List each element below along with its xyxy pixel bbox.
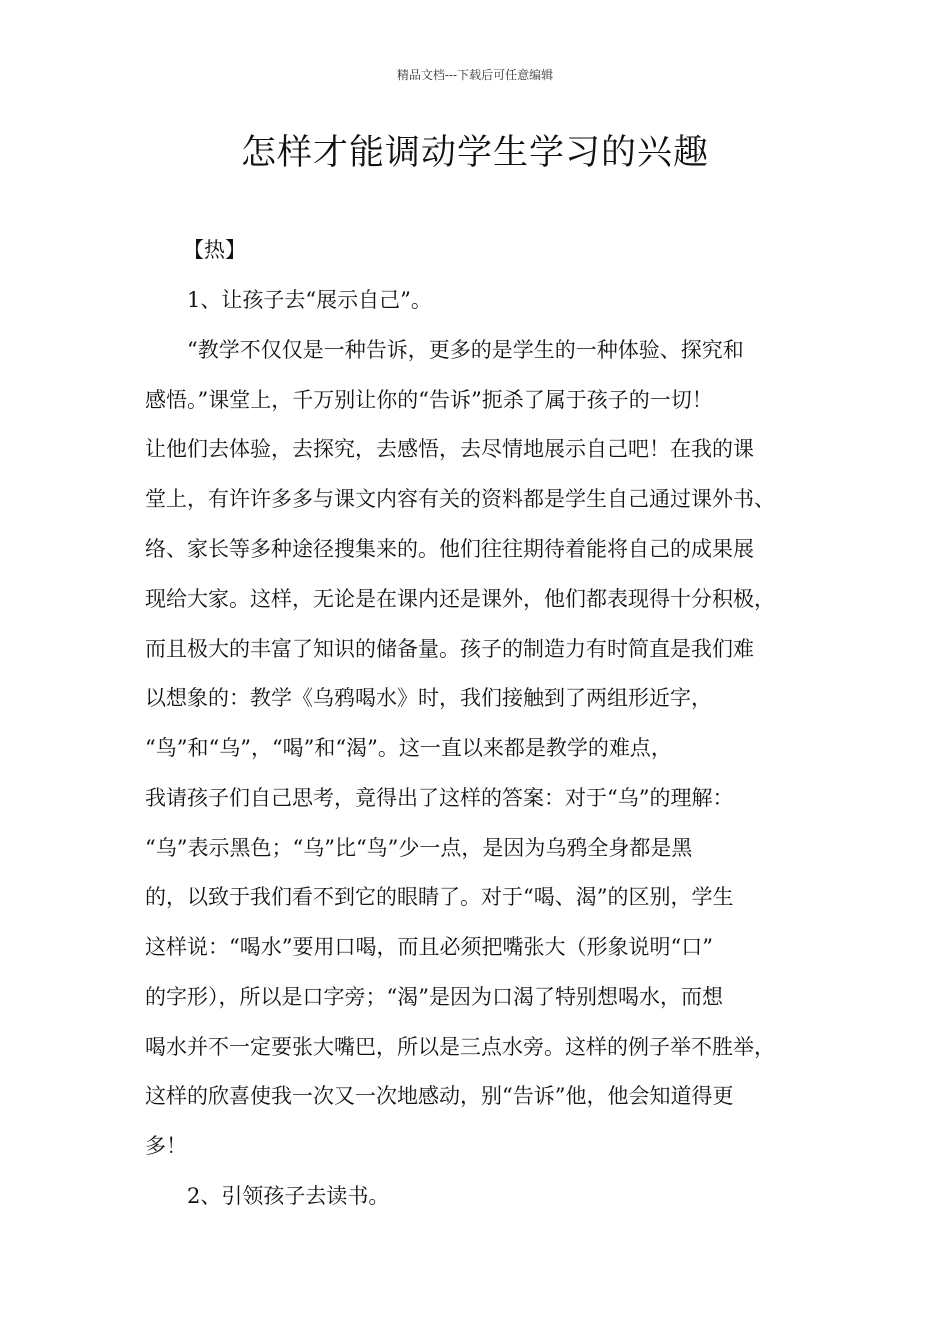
paragraph-line: 而且极大的丰富了知识的储备量。孩子的制造力有时简直是我们难 bbox=[145, 637, 754, 661]
page-header: 精品文档---下载后可任意编辑 bbox=[396, 68, 554, 82]
section-tag: 【热】 bbox=[183, 238, 246, 262]
paragraph-line: 现给大家。这样，无论是在课内还是课外，他们都表现得十分积极， bbox=[145, 587, 775, 611]
document-title: 怎样才能调动学生学习的兴趣 bbox=[240, 133, 709, 173]
paragraph-line: “鸟”和“乌”，“喝”和“渴”。这一直以来都是教学的难点， bbox=[145, 736, 672, 760]
paragraph-line: 我请孩子们自己思考，竟得出了这样的答案：对于“乌”的理解： bbox=[145, 786, 734, 810]
paragraph-line: 络、家长等多种途径搜集来的。他们往往期待着能将自己的成果展 bbox=[145, 537, 754, 561]
paragraph-line: 堂上，有许许多多与课文内容有关的资料都是学生自己通过课外书、 bbox=[145, 487, 775, 511]
heading-2: 2、引领孩子去读书。 bbox=[187, 1184, 390, 1208]
paragraph-line: 的字形），所以是口字旁；“渴”是因为口渴了特别想喝水，而想 bbox=[145, 985, 723, 1009]
heading-1: 1、让孩子去“展示自己”。 bbox=[187, 288, 432, 312]
paragraph-line: 多！ bbox=[145, 1134, 187, 1158]
paragraph-line: 的，以致于我们看不到它的眼睛了。对于“喝、渴”的区别，学生 bbox=[145, 885, 734, 909]
paragraph-line: 这样说：“喝水”要用口喝，而且必须把嘴张大（形象说明“口” bbox=[145, 935, 713, 959]
paragraph-line: “乌”表示黑色；“乌”比“鸟”少一点，是因为乌鸦全身都是黑 bbox=[145, 836, 693, 860]
paragraph-line: 这样的欣喜使我一次又一次地感动，别“告诉”他，他会知道得更 bbox=[145, 1084, 734, 1108]
paragraph-line: “教学不仅仅是一种告诉，更多的是学生的一种体验、探究和 bbox=[187, 338, 744, 362]
paragraph-line: 让他们去体验，去探究，去感悟，去尽情地展示自己吧！在我的课 bbox=[145, 437, 754, 461]
paragraph-line: 喝水并不一定要张大嘴巴，所以是三点水旁。这样的例子举不胜举， bbox=[145, 1035, 775, 1059]
paragraph-line: 感悟。”课堂上，千万别让你的“告诉”扼杀了属于孩子的一切！ bbox=[145, 388, 713, 412]
paragraph-line: 以想象的：教学《乌鸦喝水》时，我们接触到了两组形近字， bbox=[145, 686, 712, 710]
